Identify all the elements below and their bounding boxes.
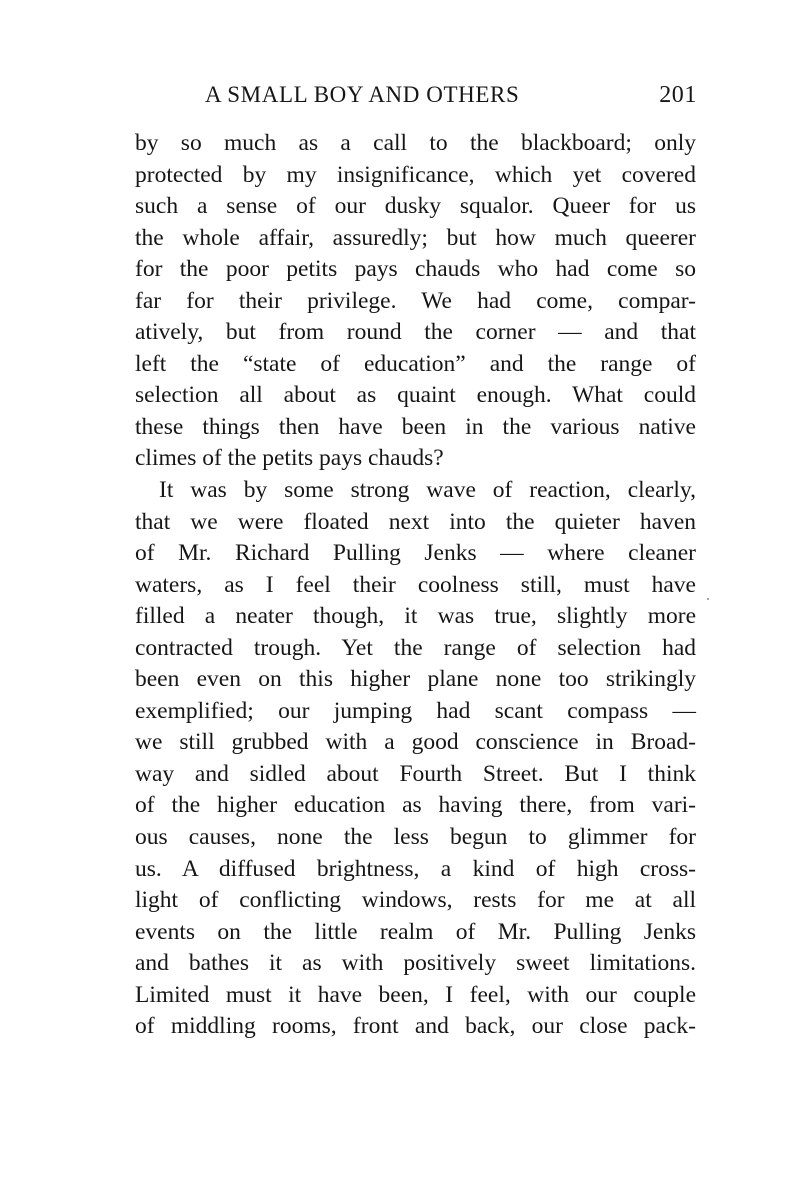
text-line: us. A diffused brightness, a kind of high cross-	[135, 855, 696, 882]
text-line: of middling rooms, front and back, our close pack-	[135, 1013, 696, 1040]
text-line: by so much as a call to the blackboard; only	[135, 130, 696, 156]
text-line: the whole affair, assuredly; but how much queerer	[135, 224, 696, 251]
page-number: 201	[659, 82, 697, 108]
text-line: of the higher education as having there, from vari-	[135, 792, 696, 819]
text-line: and bathes it as with positively sweet limitations.	[135, 950, 696, 977]
text-line: climes of the petits pays chauds?	[135, 445, 444, 472]
text-line: filled a neater though, it was true, slightly more	[135, 603, 696, 630]
text-line: exemplified; our jumping had scant compass —	[135, 697, 696, 724]
text-line: far for their privilege. We had come, compar-	[135, 287, 696, 314]
text-line: waters, as I feel their coolness still, must have	[135, 571, 696, 598]
text-line: such a sense of our dusky squalor. Queer for us	[135, 193, 696, 220]
text-line: protected by my insignificance, which yet covered	[135, 161, 696, 188]
print-speck	[707, 598, 709, 600]
text-line: way and sidled about Fourth Street. But I think	[135, 760, 696, 787]
text-line: that we were floated next into the quieter haven	[135, 508, 696, 535]
text-line: we still grubbed with a good conscience in Broad-	[135, 729, 696, 756]
text-line: selection all about as quaint enough. What could	[135, 382, 696, 409]
text-line: It was by some strong wave of reaction, clearly,	[159, 477, 696, 504]
text-line: for the poor petits pays chauds who had come so	[135, 256, 696, 283]
text-line: left the “state of education” and the range of	[135, 350, 696, 377]
text-line: of Mr. Richard Pulling Jenks — where cleaner	[135, 540, 696, 567]
text-line: light of conflicting windows, rests for me at all	[135, 887, 696, 914]
text-line: Limited must it have been, I feel, with our couple	[135, 981, 696, 1008]
running-title: A SMALL BOY AND OTHERS	[205, 82, 520, 107]
text-line: events on the little realm of Mr. Pulling Jenks	[135, 918, 696, 945]
text-line: these things then have been in the various native	[135, 413, 696, 440]
text-line: contracted trough. Yet the range of selection had	[135, 634, 696, 661]
text-line: been even on this higher plane none too strikingly	[135, 666, 696, 693]
running-head	[205, 82, 697, 116]
text-line: atively, but from round the corner — and that	[135, 319, 696, 346]
text-line: ous causes, none the less begun to glimmer for	[135, 824, 696, 851]
body-text	[135, 128, 696, 1043]
